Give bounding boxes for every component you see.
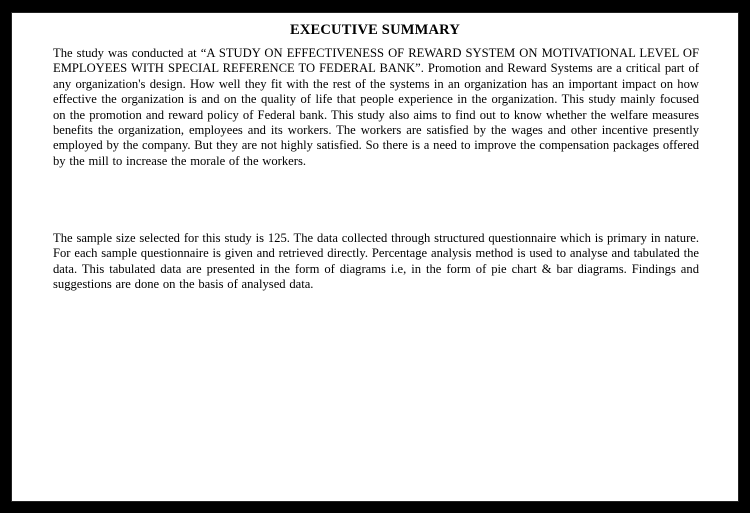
paragraph-sample: The sample size selected for this study is 125. The data collected through structured questionnaire which is primary in nature. For each sample questionnaire is given and retrieved directly. Percentage analysis method is used to analyse and tabulated the data. This tabulated data are presented in the form of diagrams i.e, in the form of pie chart & bar diagrams. Findings and suggestions are done on the basis of analysed data. xyxy=(53,231,699,292)
page-title: EXECUTIVE SUMMARY xyxy=(289,22,461,38)
paragraph-intro: The study was conducted at “A STUDY ON EFFECTIVENESS OF REWARD SYSTEM ON MOTIVATIONAL LEVEL OF EMPLOYEES WITH SPECIAL REFERENCE TO FEDERAL BANK”. Promotion and Reward Systems are a critical part of any organization's design. How well they fit with the rest of the systems in an organization has an important impact on how effective the organization is and on the quality of life that people experience in the organization. This study mainly focused on the promotion and reward policy of Federal bank. This study also aims to find out to know whether the welfare measures benefits the organization, employees and its workers. The workers are satisfied by the wages and other incentive presently employed by the company. But they are not highly satisfied. So there is a need to improve the compensation packages offered by the mill to increase the morale of the workers. xyxy=(53,46,699,168)
document-page xyxy=(11,12,739,502)
